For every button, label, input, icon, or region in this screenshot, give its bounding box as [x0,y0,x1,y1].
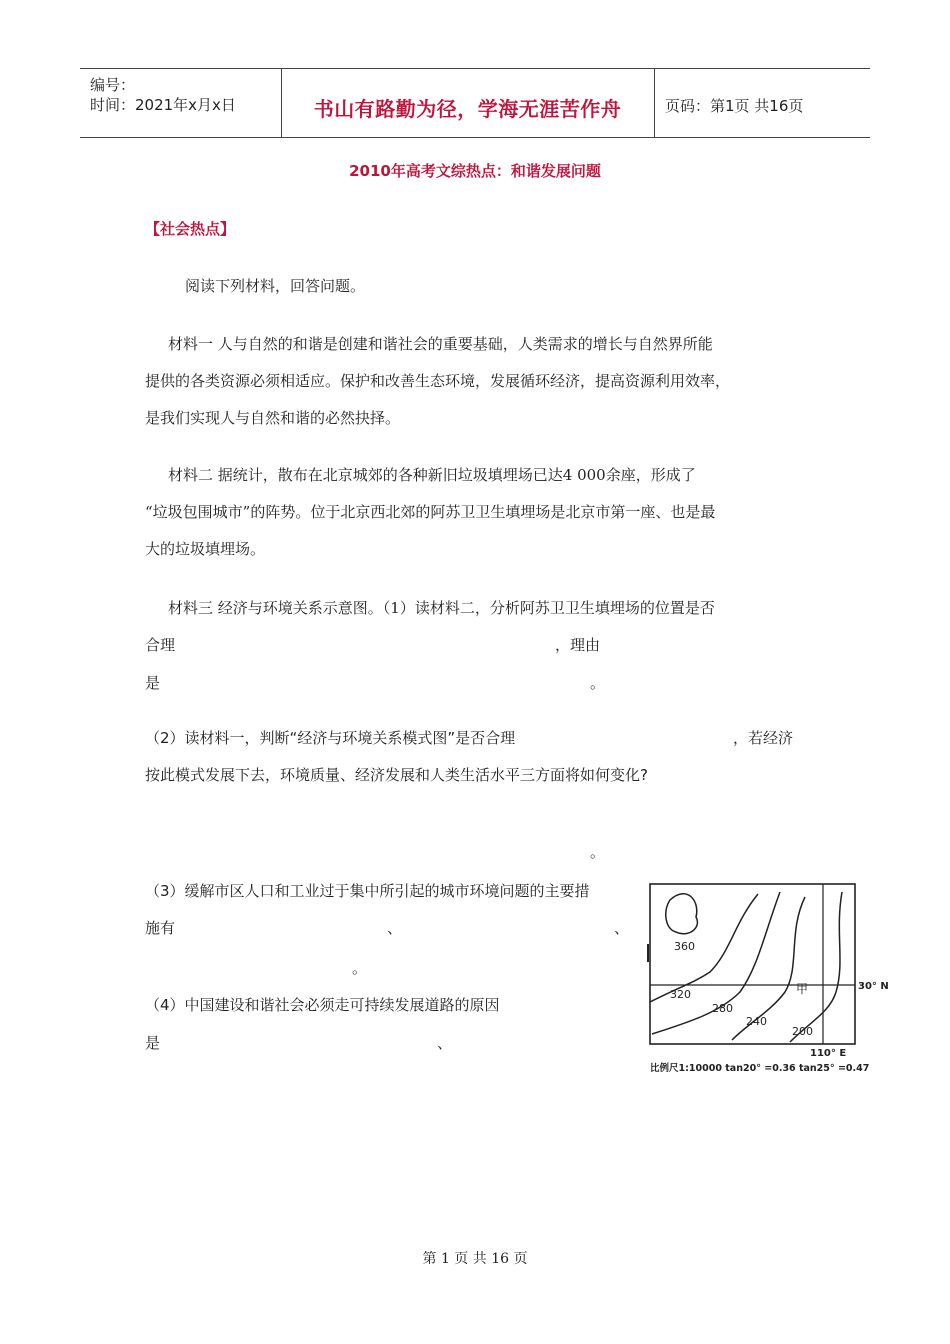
time-label: 时间：2021年x月x日 [90,96,236,114]
label-240: 240 [746,1015,767,1028]
q3-separator-1: 、 [387,919,403,937]
q3-line2-start: 施有 [145,919,176,937]
material1-line3: 是我们实现人与自然和谐的必然抉择。 [145,409,401,427]
header-page-cell [655,69,870,137]
label-200: 200 [792,1025,813,1038]
material2-line1: 材料二 据统计，散布在北京城郊的各种新旧垃圾填埋场已达4 000余座，形成了 [168,466,696,484]
label-280: 280 [712,1002,733,1015]
contour-240 [732,897,805,1040]
material3-line3-start: 是 [145,674,161,692]
q2-line2: 按此模式发展下去，环境质量、经济发展和人类生活水平三方面将如何变化? [145,766,648,784]
material2-line2: “垃圾包围城市”的阵势。位于北京西北郊的阿苏卫卫生填埋场是北京市第一座、也是最 [145,503,716,521]
q3-line1: （3）缓解市区人口和工业过于集中所引起的城市环境问题的主要措 [145,882,590,900]
label-320: 320 [670,988,691,1001]
contour-200 [790,892,842,1042]
q2-line1-end: ，若经济 [733,729,794,747]
material3-line1: 材料三 经济与环境关系示意图。（1）读材料二，分析阿苏卫卫生填埋场的位置是否 [168,599,715,617]
q2-line1-start: （2）读材料一，判断“经济与环境关系模式图”是否合理 [145,729,516,747]
q3-end: 。 [352,959,368,977]
material3-line2-end: ，理由 [555,636,601,654]
material1-line1: 材料一 人与自然的和谐是创建和谐社会的重要基础，人类需求的增长与自然界所能 [168,335,713,353]
q4-line2-start: 是 [145,1034,161,1052]
contour-360 [666,894,698,934]
longitude-label: 110° E [810,1048,847,1059]
latitude-label: 30° N [858,981,889,992]
material2-line3: 大的垃圾填埋场。 [145,540,266,558]
page-code: 页码：第1页 共16页 [665,97,804,115]
number-label: 编号： [90,76,136,94]
section-tag: 【社会热点】 [145,220,236,238]
q4-separator-1: 、 [437,1034,453,1052]
motto: 书山有路勤为径，学海无涯苦作舟 [313,97,622,121]
scale-text: 比例尺1:10000 tan20° =0.36 tan25° =0.47 [650,1063,870,1074]
label-jia: 甲 [796,982,809,996]
intro-text: 阅读下列材料，回答问题。 [185,277,366,295]
document-header [80,68,870,138]
q4-line1: （4）中国建设和谐社会必须走可持续发展道路的原因 [145,996,500,1014]
page-footer: 第 1 页 共 16 页 [422,1251,528,1267]
material3-line3-end: 。 [590,674,606,692]
material1-line2: 提供的各类资源必须相适应。保护和改善生态环境，发展循环经济，提高资源利用效率， [145,372,731,390]
document-title: 2010年高考文综热点：和谐发展问题 [349,162,601,180]
material3-line2-start: 合理 [145,636,176,654]
contour-map [640,872,890,1080]
label-360: 360 [674,940,695,953]
q3-separator-2: 、 [614,919,630,937]
q2-end: 。 [590,843,606,861]
header-meta-cell [80,69,282,137]
header-motto-cell [281,69,655,137]
